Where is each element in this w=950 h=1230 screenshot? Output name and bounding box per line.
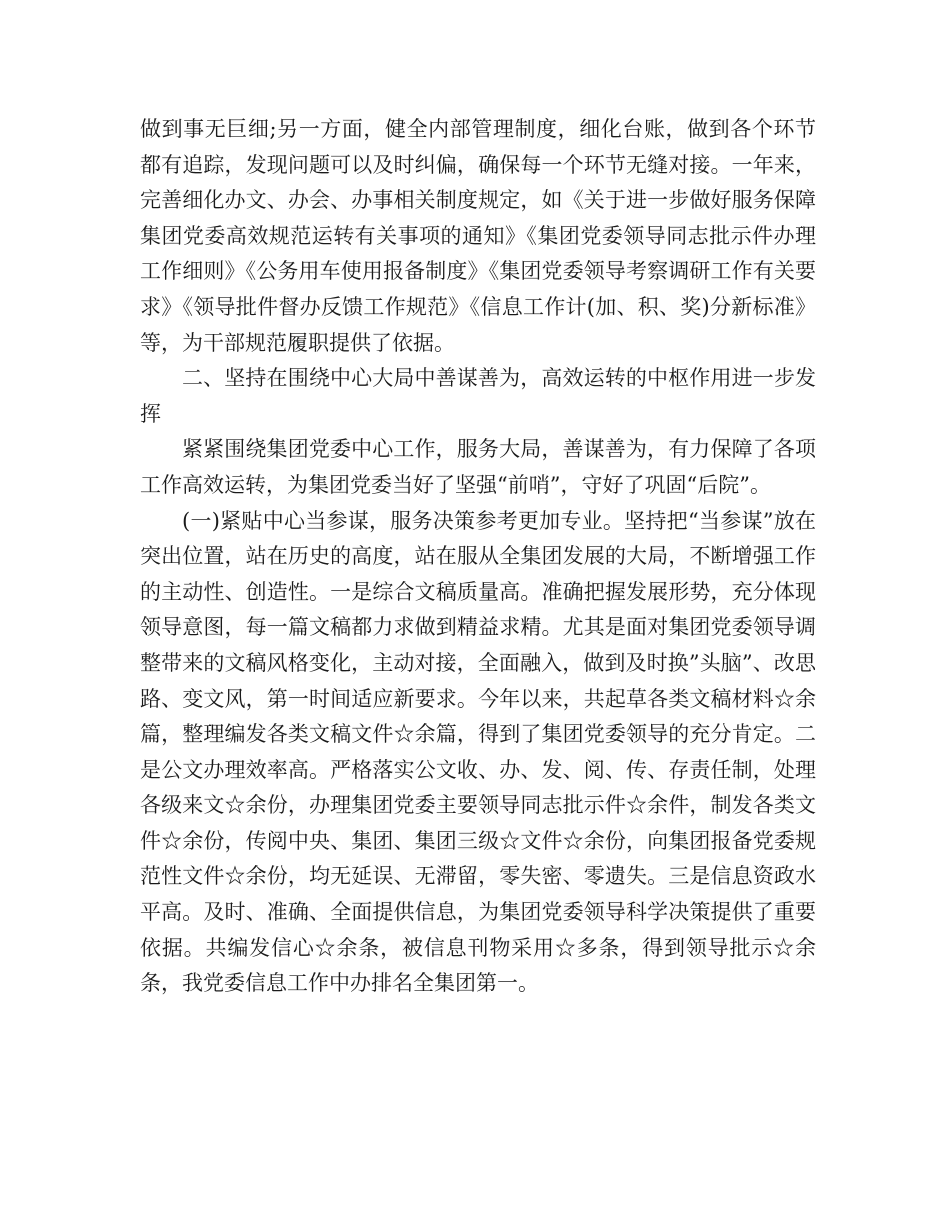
paragraph: 紧紧围绕集团党委中心工作，服务大局，善谋善为，有力保障了各项工作高效运转，为集团党委当好了坚强“前哨”，守好了巩固“后院”。 xyxy=(140,437,816,497)
section-heading: 二、坚持在围绕中心大局中善谋善为，高效运转的中枢作用进一步发挥 xyxy=(140,366,816,426)
paragraph-continued: 做到事无巨细;另一方面，健全内部管理制度，细化台账，做到各个环节都有追踪，发现问题可以及时纠偏，确保每一个环节无缝对接。一年来，完善细化办文、办会、办事相关制度规定，如《关于进一步做好服务保障集团党委高效规范运转有关事项的通知》《集团党委领导同志批示件办理工作细则》《公务用车使用报备制度》《集团党委领导考察调研工作有关要求》《领导批件督办反馈工作规范》《信息工作计(加、积、奖)分新标准》等，为干部规范履职提供了依据。 xyxy=(140,117,816,355)
document-body xyxy=(140,112,816,1002)
paragraph: (一)紧贴中心当参谋，服务决策参考更加专业。坚持把“当参谋”放在突出位置，站在历史的高度，站在服从全集团发展的大局，不断增强工作的主动性、创造性。一是综合文稿质量高。准确把握发展形势，充分体现领导意图，每一篇文稿都力求做到精益求精。尤其是面对集团党委领导调整带来的文稿风格变化，主动对接，全面融入，做到及时换”头脑”、改思路、变文风，第一时间适应新要求。今年以来，共起草各类文稿材料☆余篇，整理编发各类文稿文件☆余篇，得到了集团党委领导的充分肯定。二是公文办理效率高。严格落实公文收、办、发、阅、传、存责任制，处理各级来文☆余份，办理集团党委主要领导同志批示件☆余件，制发各类文件☆余份，传阅中央、集团、集团三级☆文件☆余份，向集团报备党委规范性文件☆余份，均无延误、无滞留，零失密、零遗失。三是信息资政水平高。及时、准确、全面提供信息，为集团党委领导科学决策提供了重要依据。共编发信心☆余条，被信息刊物采用☆多条，得到领导批示☆余条，我党委信息工作中办排名全集团第一。 xyxy=(140,508,816,996)
